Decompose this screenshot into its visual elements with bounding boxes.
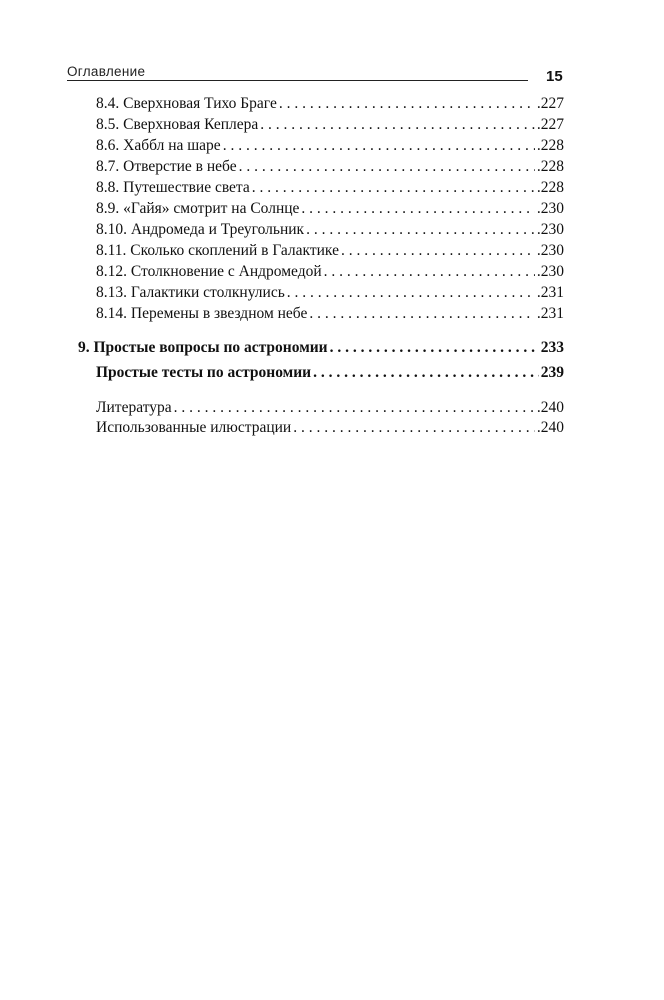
toc-entry[interactable] (96, 94, 564, 114)
toc-entry-label: 8.4. Сверхновая Тихо Браге (96, 95, 277, 112)
toc-entry-label: 9. Простые вопросы по астрономии (78, 339, 328, 356)
toc-entry-page: .231 (536, 305, 564, 322)
toc-chapter-entry[interactable] (78, 338, 564, 358)
toc-entry-label: 8.7. Отверстие в небе (96, 158, 237, 175)
toc-entry-page: .230 (536, 221, 564, 238)
toc-entry[interactable] (96, 418, 564, 438)
toc-entry-page: .227 (536, 116, 564, 133)
header-rule (67, 80, 528, 81)
page-number: 15 (546, 68, 563, 85)
leader-dots (174, 398, 535, 418)
toc-entry[interactable] (96, 115, 564, 135)
toc-entry-page: .230 (536, 200, 564, 217)
toc-entry-label: 8.13. Галактики столкнулись (96, 284, 285, 301)
toc-entry-page: .231 (536, 284, 564, 301)
leader-dots (260, 115, 535, 135)
toc-entry-label: 8.14. Перемены в звездном небе (96, 305, 308, 322)
toc-entry-page: .228 (536, 137, 564, 154)
toc-entry-label: Простые тесты по астрономии (96, 364, 312, 381)
leader-dots (239, 157, 535, 177)
toc-entry-label: Использованные илюстрации (96, 419, 292, 436)
leader-dots (293, 418, 535, 438)
toc-entry-label: 8.12. Столкновение с Андромедой (96, 263, 322, 280)
leader-dots (341, 241, 535, 261)
toc-entry-label: 8.9. «Гайя» смотрит на Солнце (96, 200, 300, 217)
leader-dots (324, 262, 535, 282)
leader-dots (330, 338, 539, 358)
toc-entry-page: .240 (536, 399, 564, 416)
toc-entry[interactable] (96, 157, 564, 177)
toc-entry[interactable] (96, 220, 564, 240)
toc-entry-page: .228 (536, 179, 564, 196)
leader-dots (313, 363, 539, 383)
leader-dots (309, 304, 535, 324)
leader-dots (306, 220, 535, 240)
toc-entry-label: 8.6. Хаббл на шаре (96, 137, 221, 154)
toc-entry[interactable] (96, 262, 564, 282)
toc-entry-page: .228 (536, 158, 564, 175)
leader-dots (287, 283, 535, 303)
toc-entry-label: Литература (96, 399, 172, 416)
leader-dots (301, 199, 534, 219)
toc-entry-page: .230 (536, 242, 564, 259)
toc-entry[interactable] (96, 283, 564, 303)
toc-entry[interactable] (96, 199, 564, 219)
toc-entry-page: .230 (536, 263, 564, 280)
toc-entry-label: 8.11. Сколько скоплений в Галактике (96, 242, 339, 259)
running-header-title: Оглавление (67, 64, 146, 79)
toc-entry[interactable] (96, 304, 564, 324)
toc-entry-page: 233 (540, 339, 564, 356)
leader-dots (223, 136, 535, 156)
toc-chapter-entry[interactable] (96, 363, 564, 383)
toc-entry[interactable] (96, 398, 564, 418)
toc-entry-label: 8.5. Сверхновая Кеплера (96, 116, 259, 133)
toc-entry-page: .240 (536, 419, 564, 436)
leader-dots (252, 178, 535, 198)
toc-entry[interactable] (96, 241, 564, 261)
toc-entry[interactable] (96, 178, 564, 198)
toc-entry-label: 8.10. Андромеда и Треугольник (96, 221, 305, 238)
toc-entry-page: .227 (536, 95, 564, 112)
toc-entry[interactable] (96, 136, 564, 156)
leader-dots (279, 94, 535, 114)
toc-entry-label: 8.8. Путешествие света (96, 179, 250, 196)
toc-entry-page: 239 (540, 364, 564, 381)
